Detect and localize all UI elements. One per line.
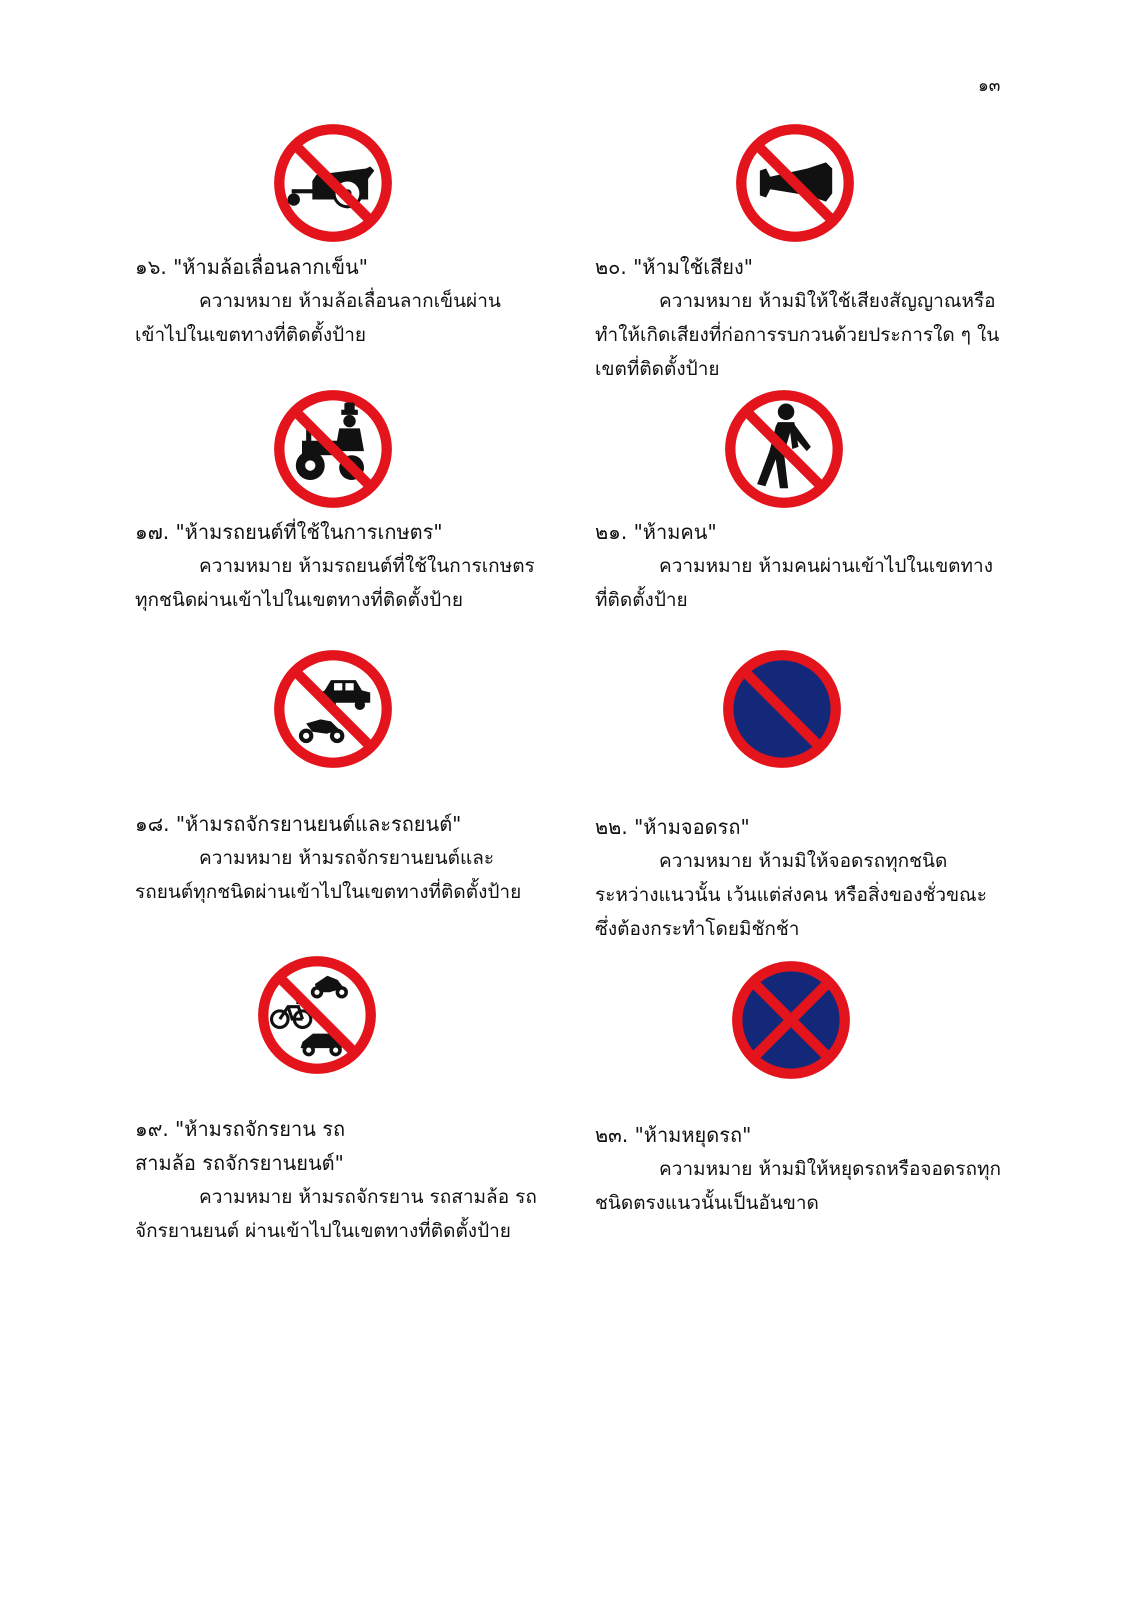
sign-meaning: ความหมาย ห้ามรถยนต์ที่ใช้ในการเกษตรทุกชนิดผ่านเข้าไปในเขตทางที่ติดตั้งป้าย xyxy=(135,555,535,611)
sign-entry-18 xyxy=(135,807,545,909)
sign-title: ๒๐. "ห้ามใช้เสียง" xyxy=(595,255,753,279)
sign-entry-22 xyxy=(595,810,1005,946)
sign-title: ๑๘. "ห้ามรถจักรยานยนต์และรถยนต์" xyxy=(135,812,462,836)
no-bicycle-tricycle-motorcycle-icon xyxy=(255,953,379,1077)
sign-entry-16 xyxy=(135,250,545,352)
sign-title: ๑๗. "ห้ามรถยนต์ที่ใช้ในการเกษตร" xyxy=(135,520,443,544)
no-stopping-icon xyxy=(729,958,853,1082)
sign-meaning: ความหมาย ห้ามมิให้หยุดรถหรือจอดรถทุกชนิดตรงแนวนั้นเป็นอันขาด xyxy=(595,1158,1001,1214)
no-car-motorcycle-icon xyxy=(271,647,395,771)
sign-title: ๒๓. "ห้ามหยุดรถ" xyxy=(595,1123,752,1147)
no-cart-icon xyxy=(271,121,395,245)
sign-title: ๒๑. "ห้ามคน" xyxy=(595,520,717,544)
sign-entry-19 xyxy=(135,1112,545,1248)
sign-title: ๑๙. "ห้ามรถจักรยาน รถสามล้อ รถจักรยานยนต์" xyxy=(135,1117,346,1175)
no-horn-icon xyxy=(733,121,857,245)
sign-entry-17 xyxy=(135,515,545,617)
sign-entry-21 xyxy=(595,515,1005,617)
sign-meaning: ความหมาย ห้ามคนผ่านเข้าไปในเขตทางที่ติดตั้งป้าย xyxy=(595,555,993,611)
sign-entry-23 xyxy=(595,1118,1005,1220)
no-parking-icon xyxy=(720,647,844,771)
sign-meaning: ความหมาย ห้ามล้อเลื่อนลากเข็นผ่านเข้าไปในเขตทางที่ติดตั้งป้าย xyxy=(135,290,501,346)
sign-title: ๑๖. "ห้ามล้อเลื่อนลากเข็น" xyxy=(135,255,368,279)
sign-meaning: ความหมาย ห้ามมิให้ใช้เสียงสัญญาณหรือทำให้เกิดเสียงที่ก่อการรบกวนด้วยประการใด ๆ ในเขตที่ติดตั้งป้าย xyxy=(595,290,1000,380)
no-pedestrian-icon xyxy=(722,387,846,511)
sign-meaning: ความหมาย ห้ามรถจักรยาน รถสามล้อ รถจักรยานยนต์ ผ่านเข้าไปในเขตทางที่ติดตั้งป้าย xyxy=(135,1186,537,1242)
sign-entry-20 xyxy=(595,250,1005,386)
no-tractor-icon xyxy=(271,387,395,511)
sign-title: ๒๒. "ห้ามจอดรถ" xyxy=(595,815,750,839)
sign-meaning: ความหมาย ห้ามรถจักรยานยนต์และรถยนต์ทุกชนิดผ่านเข้าไปในเขตทางที่ติดตั้งป้าย xyxy=(135,847,522,903)
sign-meaning: ความหมาย ห้ามมิให้จอดรถทุกชนิดระหว่างแนวนั้น เว้นแต่ส่งคน หรือสิ่งของชั่วขณะซึ่งต้องกระทำโดยมิชักช้า xyxy=(595,850,987,940)
page-number: ๑๓ xyxy=(978,76,1001,96)
